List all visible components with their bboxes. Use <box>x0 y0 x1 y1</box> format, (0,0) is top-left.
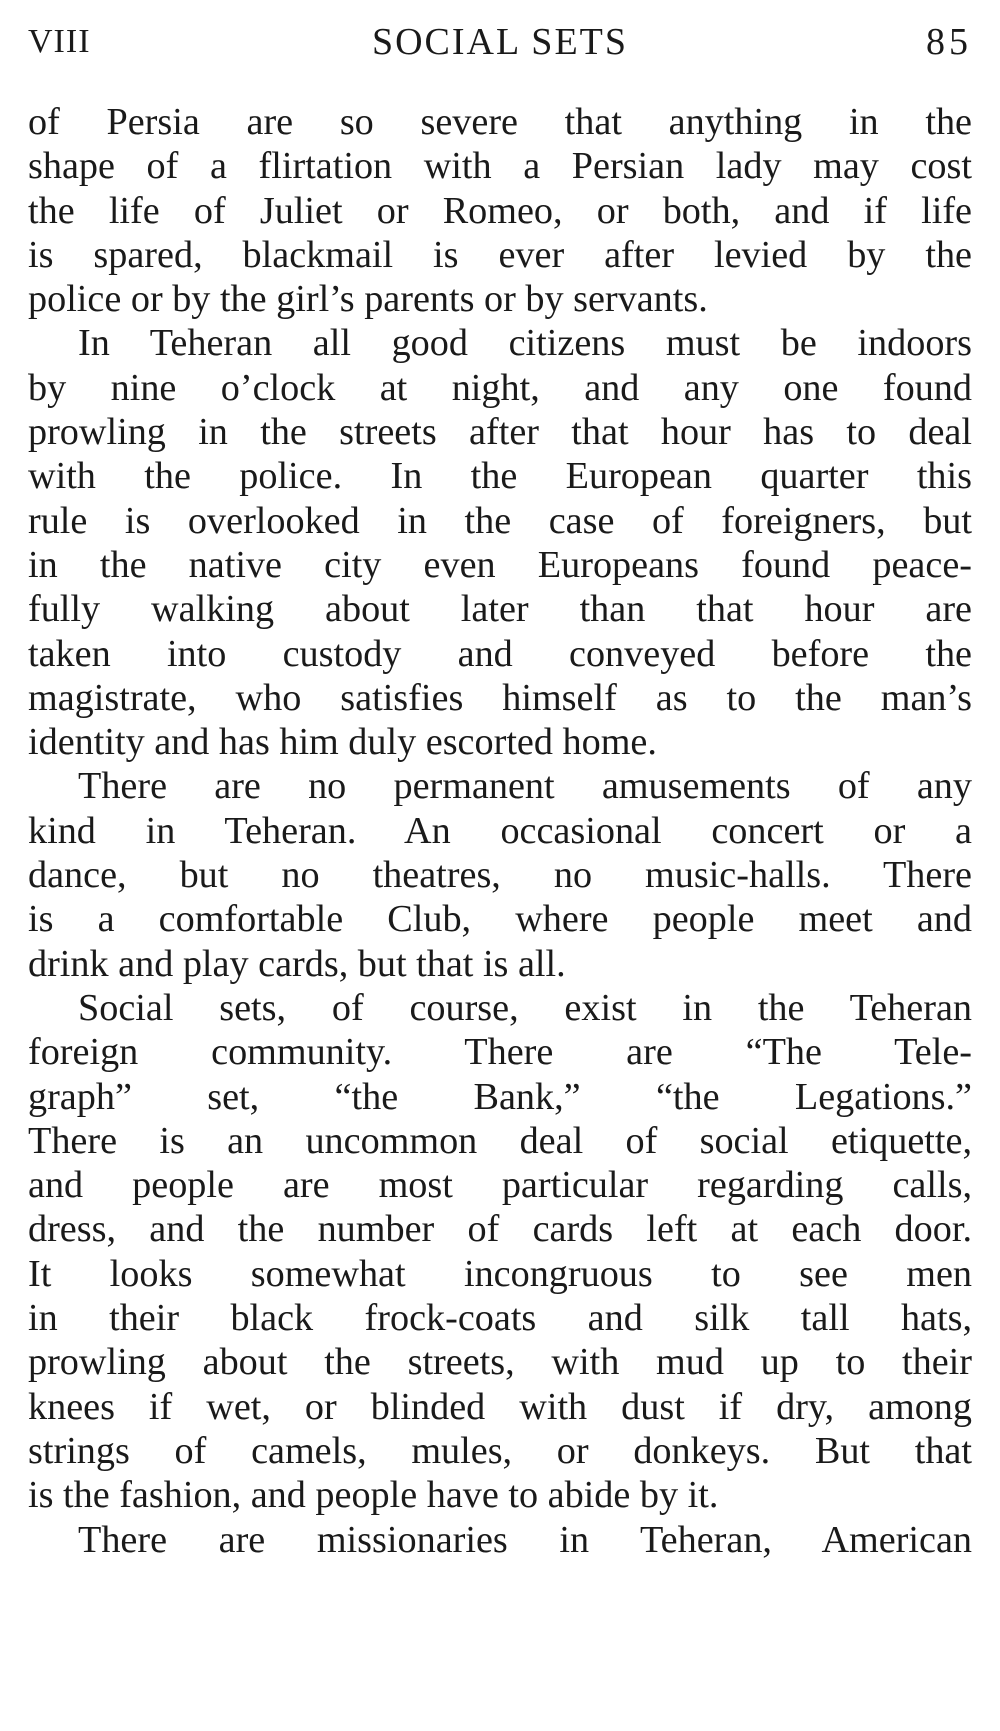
text-line: There are missionaries in Teheran, American <box>78 1518 972 1561</box>
text-line: foreign community. There are “The Tele- <box>28 1031 972 1074</box>
text-line: knees if wet, or blinded with dust if dry, among <box>28 1385 972 1428</box>
text-line: shape of a flirtation with a Persian lady may cost <box>28 145 972 188</box>
text-line: in their black frock-coats and silk tall hats, <box>28 1297 972 1340</box>
text-line: prowling in the streets after that hour has to deal <box>28 411 972 454</box>
text-line: fully walking about later than that hour are <box>28 588 972 631</box>
text-line: the life of Juliet or Romeo, or both, and if life <box>28 189 972 232</box>
text-line: identity and has him duly escorted home. <box>28 721 657 764</box>
text-line: with the police. In the European quarter this <box>28 455 972 498</box>
text-line: prowling about the streets, with mud up to their <box>28 1341 972 1384</box>
text-line: in the native city even Europeans found peace- <box>28 543 972 586</box>
text-line: and people are most particular regarding calls, <box>28 1164 972 1207</box>
text-line: rule is overlooked in the case of foreigners, but <box>28 499 972 542</box>
text-line: There is an uncommon deal of social etiquette, <box>28 1119 972 1162</box>
chapter-number: VIII <box>28 23 91 60</box>
body-text <box>28 100 972 1562</box>
text-line: dress, and the number of cards left at each door. <box>28 1208 972 1251</box>
page-number: 85 <box>926 21 972 63</box>
text-line: is spared, blackmail is ever after levied by the <box>28 233 972 276</box>
text-line: kind in Teheran. An occasional concert or a <box>28 809 972 852</box>
text-line: magistrate, who satisfies himself as to the man’s <box>28 676 972 719</box>
text-line: is a comfortable Club, where people meet and <box>28 898 972 941</box>
running-header <box>28 12 972 72</box>
text-line: strings of camels, mules, or donkeys. But that <box>28 1429 972 1472</box>
text-line: It looks somewhat incongruous to see men <box>28 1252 972 1295</box>
text-line: police or by the girl’s parents or by servants. <box>28 278 708 321</box>
text-line: There are no permanent amusements of any <box>78 765 972 808</box>
text-line: by nine o’clock at night, and any one found <box>28 366 972 409</box>
chapter-title: SOCIAL SETS <box>371 21 628 63</box>
text-line: graph” set, “the Bank,” “the Legations.” <box>28 1075 972 1118</box>
text-line: Social sets, of course, exist in the Teheran <box>78 986 972 1029</box>
text-line: In Teheran all good citizens must be indoors <box>78 322 972 365</box>
text-line: drink and play cards, but that is all. <box>28 942 566 985</box>
text-line: of Persia are so severe that anything in the <box>28 101 972 143</box>
text-line: dance, but no theatres, no music-halls. There <box>28 854 972 897</box>
text-line: is the fashion, and people have to abide by it. <box>28 1474 719 1517</box>
text-line: taken into custody and conveyed before the <box>28 632 972 675</box>
